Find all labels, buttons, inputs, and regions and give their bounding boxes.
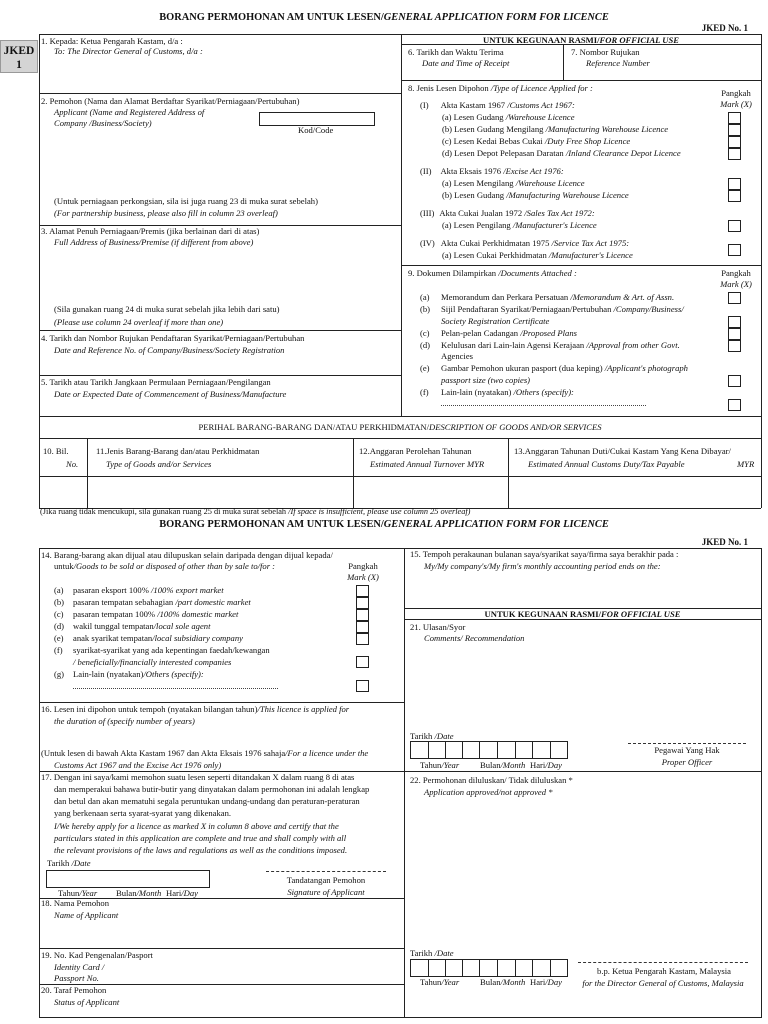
page1-title: BORANG PERMOHONAN AM UNTUK LESEN/GENERAL APPLICATION FORM FOR LICENCE [159,12,609,23]
checkbox-market-e[interactable] [356,633,369,645]
q21-date-legend-month: Bulan/Month [480,760,526,770]
col-no-header: 10. Bil. [43,446,69,456]
q16-label-en: the duration of (specify number of years) [54,716,195,726]
signature-label-en: Signature of Applicant [287,887,365,897]
doc-d-en: Agencies [441,351,473,361]
q19-label-en2: Passport No. [54,973,99,983]
side-tab-line1: JKED [3,45,35,57]
applicant-date-label: Tarikh /Date [47,858,91,868]
act3-label: (III) Akta Cukai Jualan 1972 /Sales Tax Act 1972: [420,208,595,218]
checkbox-2b[interactable] [728,190,741,202]
checkbox-1b[interactable] [728,124,741,136]
q22-label-en: Application approved/not approved * [424,787,553,797]
col-turnover-header: 12.Anggaran Perolehan Tahunan [359,446,472,456]
q7-label-en: Reference Number [586,58,650,68]
q21-date-legend: Tahun/Year [420,760,460,770]
applicant-date-input[interactable] [46,870,210,888]
q1-label-en: To: The Director General of Customs, d/a : [54,46,203,56]
market-opt-d: (d) wakil tunggal tempatan/local sole agent [54,621,211,631]
q16-note-en: Customs Act 1967 and the Excise Act 1976 only) [54,760,222,770]
q3-label: 3. Alamat Penuh Perniagaan/Premis (jika berlainan dari di atas) [41,226,260,236]
act4-label: (IV) Akta Cukai Perkhidmatan 1975 /Service Tax Act 1975: [420,238,630,248]
goods-header: PERIHAL BARANG-BARANG DAN/ATAU PERKHIDMATAN/DESCRIPTION OF GOODS AND/OR SERVICES [198,422,602,432]
market-opt-c: (c) pasaran tempatan 100% /100% domestic market [54,609,239,619]
applicant-date-legend-day: Hari/Day [166,888,198,898]
q8-mark-header: Pangkah Mark (X) [720,88,752,109]
q22-date-boxes[interactable] [410,959,568,977]
q19-label-en: Identity Card / [54,962,105,972]
q5-label-en: Date or Expected Date of Commencement of Business/Manufacture [54,389,287,399]
side-tab[interactable] [0,40,38,73]
market-opt-g: (g) Lain-lain (nyatakan)/Others (specify): [54,669,204,679]
q16-note: (Untuk lesen di bawah Akta Kastam 1967 dan Akta Eksais 1976 sahaja/For a licence under the [41,748,369,758]
q4-label-en: Date and Reference No. of Company/Business/Society Registration [54,345,285,355]
q3-note: (Sila gunakan ruang 24 di muka surat sebelah jika lebih dari satu) [54,304,280,314]
signature-label: Tandatangan Pemohon [286,875,366,885]
q6-label-en: Date and Time of Receipt [422,58,510,68]
q22-label: 22. Permohonan diluluskan/ Tidak diluluskan * [410,775,573,785]
doc-a: (a) Memorandum dan Perkara Persatuan /Memorandum & Art. of Assn. [420,292,675,302]
q3-note-en: (Please use column 24 overleaf if more than one) [54,317,224,327]
col-goods-header: 11.Jenis Barang-Barang dan/atau Perkhidmatan [96,446,260,456]
q17-text-1: 17. Dengan ini saya/kami memohon suatu lesen seperti ditandakan X dalam ruang 8 di atas [41,772,355,782]
market-opt-b: (b) pasaran tempatan sebahagian /part domestic market [54,597,251,607]
doc-f: (f) Lain-lain (nyatakan) /Others (specify): [420,387,574,397]
q17-text-en-3: the relevant provisions of the laws and regulations as well as the conditions imposed. [54,845,348,855]
form-code: JKED No. 1 [701,23,748,33]
page2-title: BORANG PERMOHONAN AM UNTUK LESEN/GENERAL APPLICATION FORM FOR LICENCE [159,519,609,530]
market-opt-a: (a) pasaran eksport 100% /100% export market [54,585,224,595]
checkbox-doc-c[interactable] [728,328,741,340]
postcode-label: Kod/Code [298,125,334,135]
checkbox-market-a[interactable] [356,585,369,597]
applicant-signature-line[interactable] [266,871,386,872]
checkbox-1c[interactable] [728,136,741,148]
doc-e: (e) Gambar Pemohon ukuran pasport (dua keping) /Applicant's photograph [420,363,688,373]
q6-label: 6. Tarikh dan Waktu Terima [408,47,504,57]
q17-text-en-1: I/We hereby apply for a licence as marked X in column 8 above and certify that the [54,821,339,831]
page1-footnote: (Jika ruang tidak mencukupi, sila gunakan ruang 25 di muka surat sebelah /If space is insufficient, please use column 25 overleaf) [40,507,471,516]
checkbox-1d[interactable] [728,148,741,160]
checkbox-1a[interactable] [728,112,741,124]
q18-label: 18. Nama Pemohon [41,898,110,908]
postcode-input[interactable] [259,112,375,126]
q5-label: 5. Tarikh atau Tarikh Jangkaan Permulaan Perniagaan/Pengilangan [41,377,271,387]
checkbox-market-d[interactable] [356,621,369,633]
act2-label: (II) Akta Eksais 1976 /Excise Act 1976: [420,166,564,176]
applicant-date-legend: Tahun/Year [58,888,98,898]
q14-label: 14. Barang-barang akan dijual atau dilupuskan selain daripada dengan dijual kepada/ [41,550,333,560]
q14-mark-header: Pangkah Mark (X) [347,561,379,582]
q21-label: 21. Ulasan/Syor [410,622,466,632]
checkbox-3a[interactable] [728,220,741,232]
page2-official-use-header: UNTUK KEGUNAAN RASMI/FOR OFFICIAL USE [484,609,681,619]
q15-label: 15. Tempoh perakaunan bulanan saya/syarikat saya/firma saya berakhir pada : [410,549,679,559]
doc-b-en: Society Registration Certificate [441,316,550,326]
checkbox-market-b[interactable] [356,597,369,609]
q2-note: (Untuk perniagaan perkongsian, sila isi juga ruang 23 di muka surat sebelah) [54,196,318,206]
q19-label: 19. No. Kad Pengenalan/Pasport [41,950,153,960]
q1-label: 1. Kepada: Ketua Pengarah Kastam, d/a : [41,36,183,46]
q2-label-en: Applicant (Name and Registered Address of [54,107,205,117]
officer-label: Pegawai Yang Hak [654,745,720,755]
q17-text-4: yang berkenaan serta syarat-syarat yang dikenakan. [54,808,232,818]
dg-label-en: for the Director General of Customs, Malaysia [582,978,744,988]
q17-text-en-2: particulars stated in this application are complete and true and shall comply with all [54,833,347,843]
dg-label: b.p. Ketua Pengarah Kastam, Malaysia [597,966,731,976]
page2-form-code: JKED No. 1 [701,537,748,547]
licence-warehouse-1: (a) Lesen Gudang /Warehouse Licence [442,112,575,122]
doc-d: (d) Kelulusan dari Lain-lain Agensi Kerajaan /Approval from other Govt. [420,340,680,350]
dg-signature-line[interactable] [578,962,748,963]
checkbox-market-g[interactable] [356,680,369,692]
q21-date-legend-day: Hari/Day [530,760,562,770]
licence-inland-depot: (d) Lesen Depot Pelepasan Daratan /Inland Clearance Depot Licence [442,148,681,158]
side-tab-line2: 1 [16,59,22,71]
applicant-date-legend-month: Bulan/Month [116,888,162,898]
checkbox-doc-f[interactable] [728,399,741,411]
q3-label-en: Full Address of Business/Premise (if different from above) [54,237,254,247]
q21-date-label: Tarikh /Date [410,731,454,741]
q7-label: 7. Nombor Rujukan [571,47,640,57]
licence-warehouse-2: (b) Lesen Gudang /Manufacturing Warehouse Licence [442,190,629,200]
doc-e-en: passport size (two copies) [441,375,531,385]
checkbox-market-f[interactable] [356,656,369,668]
checkbox-doc-a[interactable] [728,292,741,304]
q20-label-en: Status of Applicant [54,997,120,1007]
licence-mfg-warehouse-1: (b) Lesen Gudang Mengilang /Manufacturing Warehouse Licence [442,124,669,134]
market-opt-g-specify-line[interactable] [73,688,278,689]
checkbox-doc-d[interactable] [728,340,741,352]
q2-label-en2: Company /Business/Society) [54,118,152,128]
col-goods-header-en: Type of Goods and/or Services [106,459,212,469]
q22-date-legend: Tahun/Year [420,977,460,987]
q4-label: 4. Tarikh dan Nombor Rujukan Pendaftaran Syarikat/Perniagaan/Pertubuhan [41,333,305,343]
col-duty-header-en: Estimated Annual Customs Duty/Tax Payable [528,459,685,469]
checkbox-doc-b[interactable] [728,316,741,328]
q15-label-en: My/My company's/My firm's monthly accounting period ends on the: [424,561,661,571]
q9-mark-header: Pangkah Mark (X) [720,268,752,289]
officer-signature-line[interactable] [628,743,746,744]
act1-label: (I) Akta Kastam 1967 /Customs Act 1967: [420,100,575,110]
q21-date-boxes[interactable] [410,741,568,759]
q9-label: 9. Dokumen Dilampirkan /Documents Attached : [408,268,577,278]
market-opt-f-en: / beneficially/financially interested companies [73,657,232,667]
q2-note-en: (For partnership business, please also fill in column 23 overleaf) [54,208,278,218]
doc-c: (c) Pelan-pelan Cadangan /Proposed Plans [420,328,577,338]
col-no-header-en: No. [66,459,79,469]
col-duty-header: 13.Anggaran Tahunan Duti/Cukai Kastam Yang Kena Dibayar/ [514,446,731,456]
checkbox-market-c[interactable] [356,609,369,621]
licence-mfg-2: (a) Lesen Mengilang /Warehouse Licence [442,178,585,188]
q18-label-en: Name of Applicant [54,910,119,920]
q17-text-3: dan betul dan akan mematuhi segala peruntukan undang-undang dan peraturan-peraturan [54,796,360,806]
doc-f-specify-line[interactable] [441,405,646,406]
checkbox-doc-e[interactable] [728,375,741,387]
checkbox-2a[interactable] [728,178,741,190]
col-duty-currency: MYR [737,459,755,469]
q14-label-2: untuk/Goods to be sold or disposed of other than by sale to/for : [54,561,276,571]
checkbox-4a[interactable] [728,244,741,256]
market-opt-e: (e) anak syarikat tempatan/local subsidiary company [54,633,243,643]
q22-date-legend-month: Bulan/Month [480,977,526,987]
licence-service-tax: (a) Lesen Cukai Perkhidmatan /Manufacturer's Licence [442,250,633,260]
q8-label: 8. Jenis Lesen Dipohon /Type of Licence Applied for : [408,83,593,93]
market-opt-f: (f) syarikat-syarikat yang ada kepentingan faedah/kewangan [54,645,270,655]
licence-manufacturer-3: (a) Lesen Pengilang /Manufacturer's Licence [442,220,597,230]
q20-label: 20. Taraf Pemohon [41,985,107,995]
licence-duty-free: (c) Lesen Kedai Bebas Cukai /Duty Free Shop Licence [442,136,631,146]
official-use-header: UNTUK KEGUNAAN RASMI/FOR OFFICIAL USE [483,35,679,45]
officer-label-en: Proper Officer [661,757,713,767]
col-turnover-header-en: Estimated Annual Turnover MYR [370,459,485,469]
q17-text-2: dan memperakui bahawa butir-butir yang dinyatakan dalam permohonan ini adalah lengkap [54,784,370,794]
q22-date-legend-day: Hari/Day [530,977,562,987]
q22-date-label: Tarikh /Date [410,948,454,958]
q21-label-en: Comments/ Recommendation [424,633,525,643]
doc-b: (b) Sijil Pendaftaran Syarikat/Perniagaan/Pertubuhan /Company/Business/ [420,304,684,314]
q2-label: 2. Pemohon (Nama dan Alamat Berdaftar Syarikat/Perniagaan/Pertubuhan) [41,96,300,106]
q16-label: 16. Lesen ini dipohon untuk tempoh (nyatakan bilangan tahun)/This licence is applied for [41,704,350,714]
